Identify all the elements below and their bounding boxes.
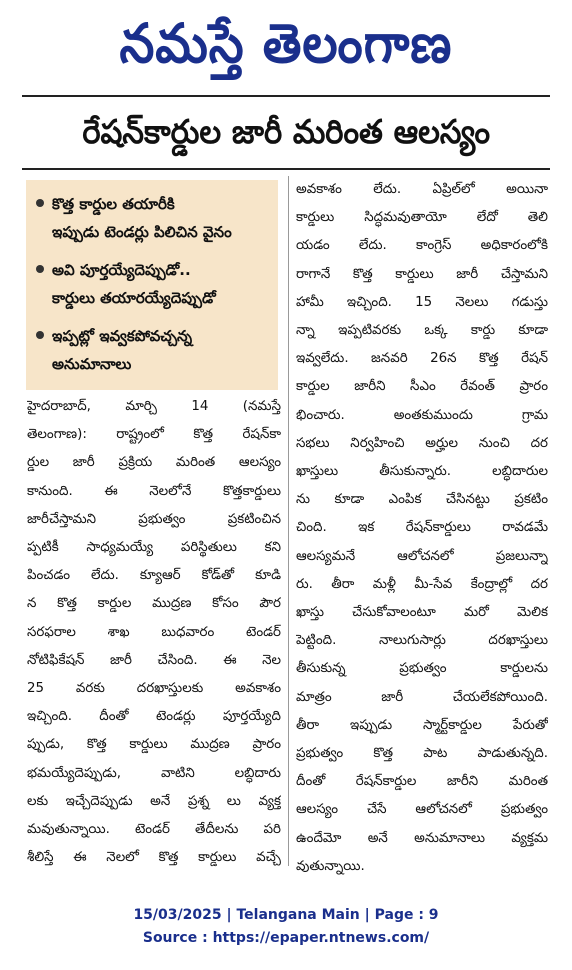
highlight-line: అవి పూర్తయ్యేదెప్పుడో.. — [52, 261, 191, 279]
article-line: ప్పుడు, కొత్త కార్డులు ముద్రణ ప్రారం — [27, 737, 281, 753]
article-line: ఖాస్తు చేసుకోవాలంటూ మరో మెలిక — [296, 605, 548, 621]
article-column-right — [296, 176, 548, 881]
column-divider — [288, 176, 289, 866]
headline-text: రేషన్‌కార్డుల జారీ మరింత ఆలస్యం — [82, 111, 490, 151]
article-line: లకు ఇచ్చేదెప్పుడు అనే ప్రశ్న లు వ్యక్త — [27, 793, 281, 809]
article-line: ఆలస్యం చేసే ఆలోచనలో ప్రభుత్వం — [296, 802, 548, 818]
article-line: న కొత్త కార్డుల ముద్రణ కోసం పౌర — [27, 596, 281, 612]
headline — [0, 104, 572, 166]
article-line: 25 వరకు దరఖాస్తులకు అవకాశం — [27, 681, 281, 697]
article-line: వుతున్నాయి. — [296, 858, 365, 874]
article-line: మవుతున్నాయి. టెండర్‌ తేదీలను పరి — [27, 822, 281, 838]
article-line: ఇవ్వలేదు. జనవరి 26న కొత్త రేషన్‌ — [296, 351, 548, 367]
article-line: తీరా ఇప్పుడు స్మార్ట్‌కార్డుల పేరుతో — [296, 717, 548, 733]
article-line: సభలు నిర్వహించి అర్హుల నుంచి దర — [296, 435, 548, 451]
masthead — [0, 8, 572, 78]
highlight-item — [34, 256, 270, 312]
newspaper-title: నమస్తే తెలంగాణ — [119, 11, 453, 75]
article-line: ఇచ్చింది. దీంతో టెండర్లు పూర్తయ్యేది — [27, 709, 281, 725]
footer — [0, 904, 572, 950]
highlight-item — [34, 322, 270, 378]
bullet-icon — [36, 199, 44, 207]
article-line: మాత్రం జారీ చేయలేకపోయింది. — [296, 689, 548, 705]
bullet-icon — [36, 265, 44, 273]
article-line: తీసుకున్న ప్రభుత్వం కార్డులను — [296, 661, 548, 677]
article-line: దీంతో రేషన్‌కార్డుల జారీని మరింత — [296, 774, 548, 790]
article-line: ప్రభుత్వం కొత్త పాట పాడుతున్నది. — [296, 746, 548, 762]
article-line: ఉందేమో అనే అనుమానాలు వ్యక్తమ — [296, 830, 548, 846]
article-line: కానుంది. ఈ నెలలోనే కొత్తకార్డులు — [27, 483, 281, 499]
article-line: ను కూడా ఎంపిక చేసినట్టు ప్రకటిం — [296, 492, 548, 508]
bullet-icon — [36, 331, 44, 339]
highlight-line: అనుమానాలు — [52, 355, 132, 373]
publication-info: 15/03/2025 | Telangana Main | Page : 9 — [133, 907, 439, 923]
article-line: భించారు. అంతకుముందు గ్రామ — [296, 407, 548, 423]
article-line: నోటిఫికేషన్‌ జారీ చేసింది. ఈ నెల — [27, 652, 281, 668]
article-line: ర్డుల జారీ ప్రక్రియ మరింత ఆలస్యం — [27, 455, 281, 471]
article-line: పెట్టింది. నాలుగుసార్లు దరఖాస్తులు — [296, 633, 548, 649]
article-line: సరఫరాల శాఖ బుధవారం టెండర్‌ — [27, 624, 281, 640]
article-line: హైదరాబాద్‌, మార్చి 14 (నమస్తే — [27, 399, 281, 414]
article-line: రాగానే కొత్త కార్డులు జారీ చేస్తామని — [296, 266, 548, 282]
article-line: అవకాశం లేదు. ఏప్రిల్‌లో అయినా — [296, 182, 548, 197]
highlight-line: కార్డులు తయారయ్యేదెప్పుడో — [52, 289, 216, 307]
highlights-box — [26, 180, 278, 390]
article-line: హామీ ఇచ్చింది. 15 నెలలు గడుస్తు — [296, 294, 548, 310]
divider — [22, 95, 550, 97]
highlight-line: కొత్త కార్డుల తయారీకి — [52, 195, 175, 213]
article-line: యడం లేదు. కాంగ్రెస్‌ అధికారంలోకి — [296, 238, 548, 254]
article-line: శీలిస్తే ఈ నెలలో కొత్త కార్డులు వచ్చే — [27, 850, 281, 866]
article-line: కార్డులు సిద్ధమవుతాయో లేదో తెలి — [296, 210, 548, 226]
divider — [22, 168, 550, 170]
article-line: పించడం లేదు. క్యూఆర్‌ కోడ్‌తో కూడి — [27, 568, 281, 584]
article-line: చింది. ఇక రేషన్‌కార్డులు రావడమే — [296, 520, 548, 536]
article-line: రు. తీరా మళ్లీ మీ-సేవ కేంద్రాల్లో దర — [296, 576, 548, 592]
source-link[interactable]: Source : https://epaper.ntnews.com/ — [142, 930, 430, 946]
article-line: కార్డుల జారీని సీఎం రేవంత్‌ ప్రారం — [296, 379, 548, 395]
highlight-line: ఇప్పుడు టెండర్లు పిలిచిన వైనం — [52, 223, 232, 241]
highlight-item — [34, 190, 270, 246]
article-line: తెలంగాణ): రాష్ట్రంలో కొత్త రేషన్‌కా — [27, 427, 281, 443]
article-line: న్నా ఇప్పటివరకు ఒక్క కార్డు కూడా — [296, 323, 548, 339]
article-line: ప్పటికీ సాధ్యమయ్యే పరిస్థితులు కని — [27, 540, 281, 556]
highlight-line: ఇప్పట్లో ఇవ్వకపోవచ్చన్న — [52, 327, 193, 345]
article-line: భమయ్యేదెప్పుడు, వాటిని లబ్ధిదారు — [27, 765, 281, 781]
article-line: జారీచేస్తామని ప్రభుత్వం ప్రకటించిన — [27, 511, 281, 527]
article-line: ఆలస్యమనే ఆలోచనలో ప్రజలున్నా — [296, 548, 548, 564]
article-column-left — [27, 393, 281, 872]
article-line: ఖాస్తులు తీసుకున్నారు. లబ్ధిదారుల — [296, 464, 548, 480]
